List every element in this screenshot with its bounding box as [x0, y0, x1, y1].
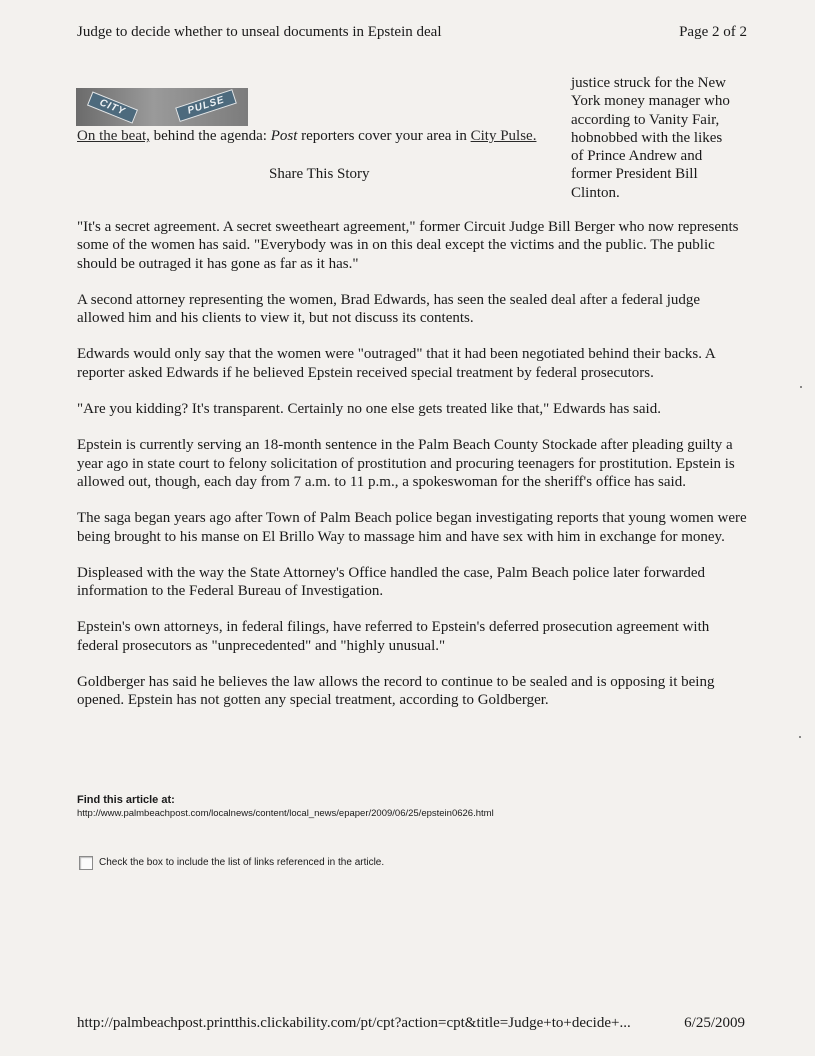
beat-text-2: reporters cover your area in — [297, 128, 471, 144]
share-this-story-link[interactable]: Share This Story — [269, 166, 370, 182]
scan-speck — [800, 386, 802, 388]
on-the-beat-link[interactable]: On the beat, — [77, 128, 150, 144]
city-pulse-banner-image[interactable] — [76, 88, 248, 126]
pulse-street-sign: PULSE — [175, 89, 237, 122]
side-line: Clinton. — [571, 184, 620, 201]
city-street-sign: CITY — [87, 91, 138, 123]
article-paragraph: Displeased with the way the State Attorney's Office handled the case, Palm Beach police later forwarded information to the Federal Bureau of Investigation. — [77, 564, 706, 600]
article-paragraph: Goldberger has said he believes the law allows the record to continue to be sealed and is opposing it being opened. Epstein has not gotten any special treatment, according to Goldberger. — [77, 674, 715, 709]
article-paragraph: Epstein's own attorneys, in federal filings, have referred to Epstein's deferred prosecution agreement with federal prosecutors as "unprecedented" and "highly unusual." — [77, 619, 710, 654]
footer-date: 6/25/2009 — [684, 1015, 745, 1031]
article-paragraph: A second attorney representing the women, Brad Edwards, has seen the sealed deal after a federal judge allowed him and his clients to view it, but not discuss its contents. — [77, 291, 701, 327]
include-links-checkbox[interactable] — [79, 856, 93, 870]
article-paragraph: Edwards would only say that the women were "outraged" that it had been negotiated behind their backs. A reporter asked Edwards if he believed Epstein received special treatment by federal prosecutors. — [77, 346, 715, 381]
side-line: former President Bill — [571, 166, 698, 183]
article-paragraph: The saga began years ago after Town of Palm Beach police began investigating reports that young women were being brought to his manse on El Brillo Way to massage him and have sex with him in exchange for money. — [77, 510, 747, 545]
side-line: according to Vanity Fair, — [571, 111, 720, 128]
article-paragraph: "Are you kidding? It's transparent. Certainly no one else gets treated like that," Edwards has said. — [77, 401, 661, 418]
find-article-label: Find this article at: — [77, 794, 175, 806]
article-paragraph: "It's a secret agreement. A secret sweetheart agreement," former Circuit Judge Bill Berger who now represents some of the women has said. "Everybody was in on this deal except the victims and the public. The public should be outraged it has gone as far as it has." — [77, 219, 739, 272]
article-body — [77, 218, 749, 728]
side-line: justice struck for the New — [571, 75, 726, 91]
article-url[interactable]: http://www.palmbeachpost.com/localnews/content/local_news/epaper/2009/06/25/epstein0626.html — [77, 808, 494, 819]
include-links-label: Check the box to include the list of links referenced in the article. — [99, 857, 385, 868]
scan-speck — [799, 736, 801, 738]
footer-url: http://palmbeachpost.printthis.clickability.com/pt/cpt?action=cpt&title=Judge+to+decide+... — [77, 1015, 631, 1031]
header-title: Judge to decide whether to unseal documents in Epstein deal — [77, 24, 442, 40]
page-number: Page 2 of 2 — [679, 24, 747, 40]
side-line: of Prince Andrew and — [571, 148, 703, 165]
beat-text-1: behind the agenda: — [149, 128, 271, 144]
article-paragraph: Epstein is currently serving an 18-month sentence in the Palm Beach County Stockade after pleading guilty a year ago in state court to felony solicitation of prostitution and procuring teenagers for prostitution. Epstein is allowed out, though, each day from 7 a.m. to 11 p.m., a spokeswoman for the sheriff's office has said. — [77, 437, 735, 490]
side-column — [571, 74, 771, 202]
side-line: hobnobbed with the likes — [571, 129, 723, 146]
on-the-beat-line — [77, 128, 536, 145]
city-pulse-link[interactable]: City Pulse. — [470, 128, 537, 144]
side-line: York money manager who — [571, 93, 730, 110]
post-italic: Post — [270, 128, 298, 144]
